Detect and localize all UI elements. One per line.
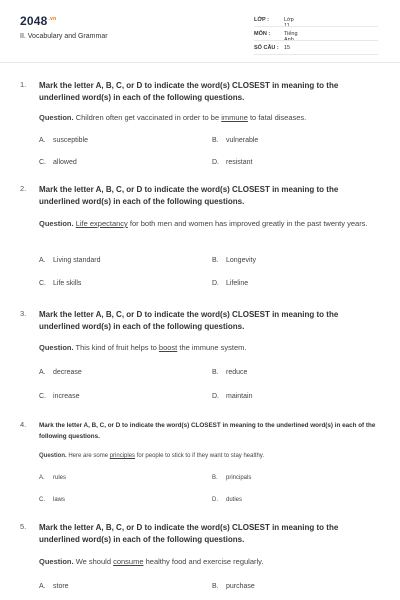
question-stem: Question. Children often get vaccinated in order to be immune to fatal diseases.	[39, 113, 307, 122]
meta-count-label: SỐ CÂU :	[254, 45, 279, 51]
option-c[interactable]: C. allowed	[39, 159, 77, 166]
underlined-word: immune	[221, 113, 248, 122]
meta-class	[254, 17, 294, 29]
option-b[interactable]: B. reduce	[212, 369, 248, 376]
meta-count-value: 15	[284, 45, 291, 51]
site-logo[interactable]	[20, 14, 56, 28]
option-c[interactable]: C. laws	[39, 497, 66, 503]
question-instruction: Mark the letter A, B, C, or D to indicate the word(s) CLOSEST in meaning to the underlined word(s) in each of the following questions.	[39, 523, 339, 544]
question-number: 1.	[20, 80, 27, 89]
option-a[interactable]: A. Living standard	[39, 257, 101, 264]
question-label: Question.	[39, 343, 74, 352]
worksheet-header	[0, 0, 400, 62]
underlined-word: principles	[109, 453, 136, 459]
logo-text: 2048	[20, 14, 48, 28]
option-d[interactable]: D. duties	[212, 497, 243, 503]
underlined-word: consume	[113, 557, 144, 566]
meta-class-value: Lớp 11	[284, 17, 294, 29]
meta-divider	[254, 40, 378, 41]
question-instruction: Mark the letter A, B, C, or D to indicate the word(s) CLOSEST in meaning to the underlined word(s) in each of the following questions.	[39, 422, 376, 440]
option-d[interactable]: D. resistant	[212, 159, 253, 166]
question-instruction: Mark the letter A, B, C, or D to indicate the word(s) CLOSEST in meaning to the underlined word(s) in each of the following questions.	[39, 310, 339, 331]
option-a[interactable]: A. rules	[39, 475, 67, 481]
question-number: 3.	[20, 309, 27, 318]
option-a[interactable]: A. store	[39, 583, 69, 590]
section-title: II. Vocabulary and Grammar	[20, 33, 108, 40]
option-b[interactable]: B. principals	[212, 475, 252, 481]
meta-subject-label: MÔN :	[254, 31, 271, 37]
option-b[interactable]: B. vulnerable	[212, 137, 259, 144]
question-stem: Question. This kind of fruit helps to boost the immune system.	[39, 343, 247, 352]
option-d[interactable]: D. Lifeline	[212, 280, 249, 287]
meta-count	[254, 45, 291, 51]
meta-divider	[254, 54, 378, 55]
question-label: Question.	[39, 557, 74, 566]
option-a[interactable]: A. decrease	[39, 369, 82, 376]
option-d[interactable]: D. maintain	[212, 393, 253, 400]
question-instruction: Mark the letter A, B, C, or D to indicate the word(s) CLOSEST in meaning to the underlined word(s) in each of the following questions.	[39, 81, 339, 102]
question-label: Question.	[39, 219, 74, 228]
logo-suffix: .vn	[48, 16, 57, 22]
question-label: Question.	[39, 113, 74, 122]
question-number: 5.	[20, 522, 27, 531]
option-b[interactable]: B. purchase	[212, 583, 255, 590]
meta-class-label: LỚP :	[254, 17, 269, 23]
meta-divider	[254, 26, 378, 27]
option-b[interactable]: B. Longevity	[212, 257, 256, 264]
meta-subject	[254, 31, 298, 43]
option-c[interactable]: C. increase	[39, 393, 80, 400]
underlined-word: boost	[158, 343, 178, 352]
question-stem: Question. Here are some principles for people to stick to if they want to stay healthy.	[39, 453, 265, 459]
option-c[interactable]: C. Life skills	[39, 280, 82, 287]
question-stem: Question. We should consume healthy food and exercise regularly.	[39, 557, 264, 566]
meta-subject-value: Tiếng Anh	[284, 31, 298, 43]
question-number: 2.	[20, 184, 27, 193]
question-label: Question.	[39, 453, 67, 459]
question-stem: Question. Life expectancy for both men and women has improved greatly in the past twenty years.	[39, 219, 368, 228]
header-divider	[0, 62, 400, 63]
question-number: 4.	[20, 420, 27, 429]
question-instruction: Mark the letter A, B, C, or D to indicate the word(s) CLOSEST in meaning to the underlined word(s) in each of the following questions.	[39, 185, 339, 206]
underlined-word: Life expectancy	[75, 219, 128, 228]
option-a[interactable]: A. susceptible	[39, 137, 89, 144]
